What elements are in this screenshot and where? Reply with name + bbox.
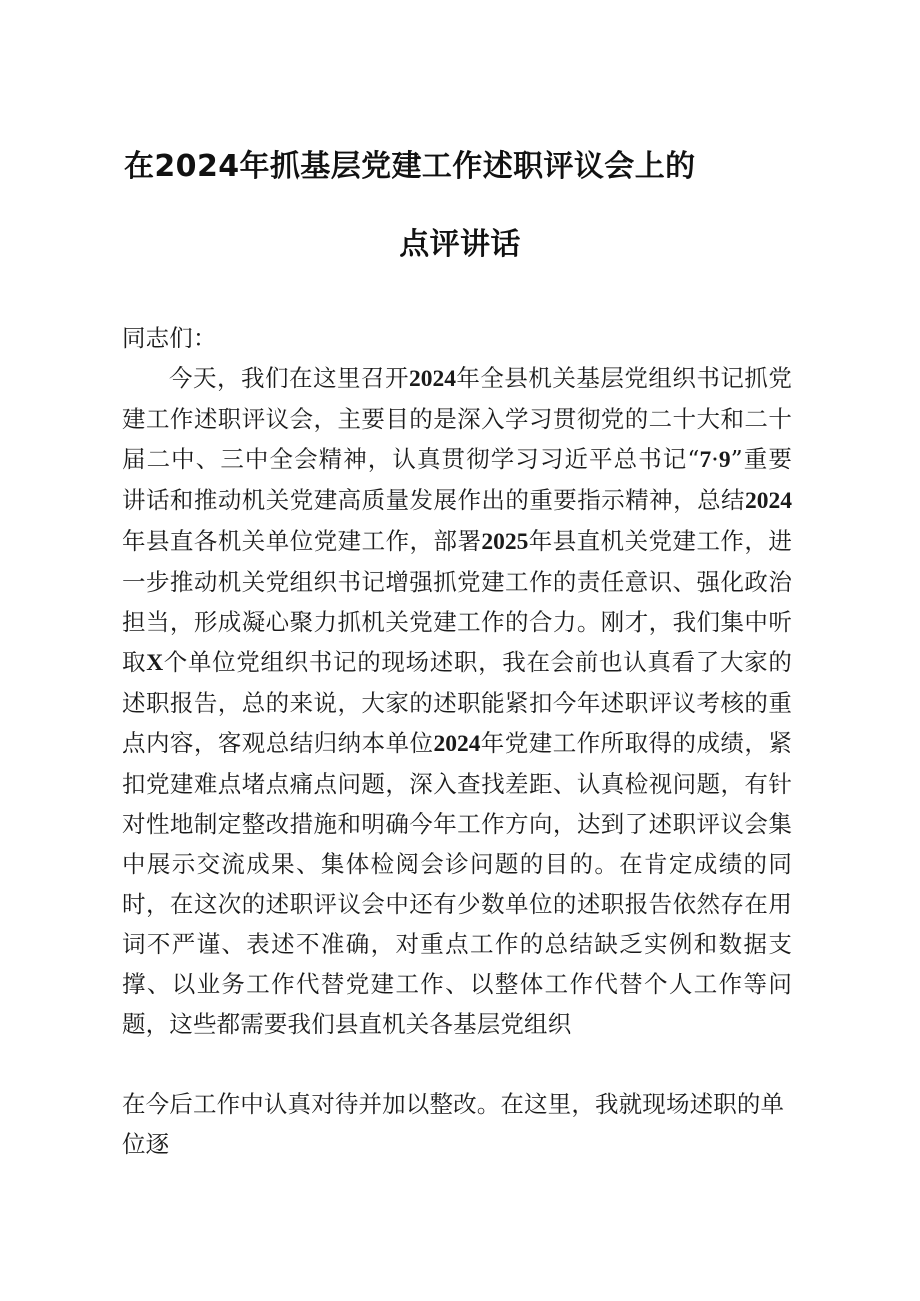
- page-title: [118, 128, 802, 284]
- title-line-secondary: 点评讲话: [399, 227, 521, 262]
- document-body: [122, 318, 792, 1164]
- body-paragraph-closing: 在今后工作中认真对待并加以整改。在这里，我就现场述职的单位逐: [122, 1090, 785, 1158]
- title-line-primary: 在2024年抓基层党建工作述职评议会上的: [124, 149, 696, 184]
- salutation: 同志们：: [122, 324, 217, 352]
- body-paragraph-opening: 今天，我们在这里召开2024年全县机关基层党组织书记抓党建工作述职评议会，主要目的是深入学习贯彻党的二十大和二十届二中、三中全会精神，认真贯彻学习习近平总书记“7·9”重要讲话和推动机关党建高质量发展作出的重要指示精神，总结2024年县直各机关单位党建工作，部署2025年县直机关党建工作，进一步推动机关党组织书记增强抓党建工作的责任意识、强化政治担当，形成凝心聚力抓机关党建工作的合力。刚才，我们集中听取X个单位党组织书记的现场述职，我在会前也认真看了大家的述职报告，总的来说，大家的述职能紧扣今年述职评议考核的重点内容，客观总结归纳本单位2024年党建工作所取得的成绩，紧扣党建难点堵点痛点问题，深入查找差距、认真检视问题，有针对性地制定整改措施和明确今年工作方向，达到了述职评议会集中展示交流成果、集体检阅会诊问题的目的。在肯定成绩的同时，在这次的述职评议会中还有少数单位的述职报告依然存在用词不严谨、表述不准确，对重点工作的总结缺乏实例和数据支撑、以业务工作代替党建工作、以整体工作代替个人工作等问题，这些都需要我们县直机关各基层党组织: [122, 364, 792, 1038]
